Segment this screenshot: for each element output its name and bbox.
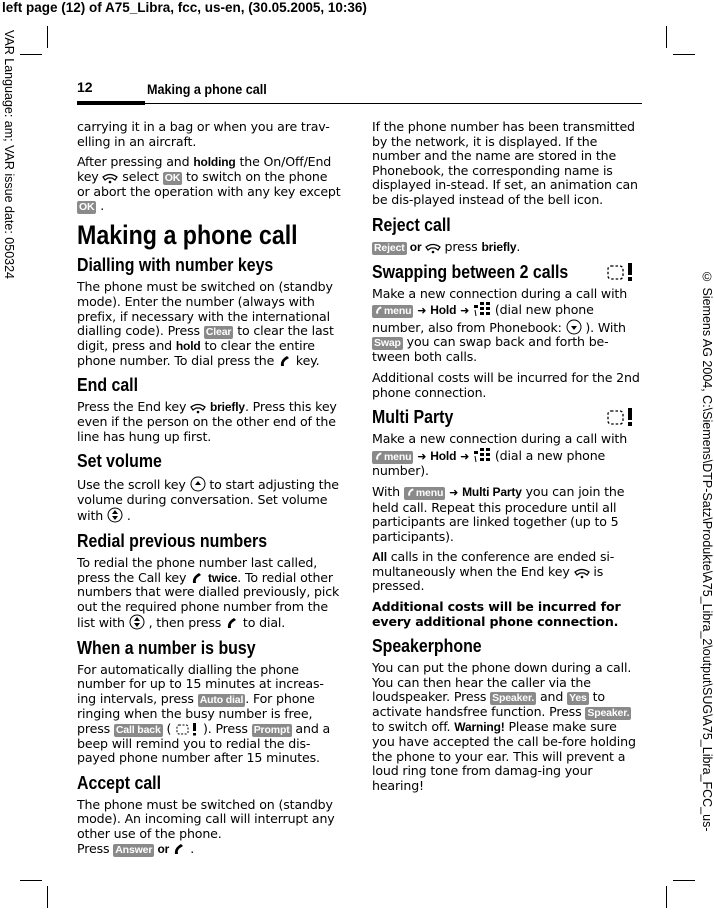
call-key-icon (225, 616, 239, 630)
crop-mark (20, 54, 42, 55)
side-note-left: VAR Language: am; VAR issue date: 050324 (2, 30, 16, 280)
softkey-menu: menu (372, 451, 413, 464)
end-key-icon (190, 402, 206, 414)
paragraph: Press the End key briefly. Press this key even if the person on the other end of the line has hung up first. (77, 399, 337, 444)
network-dependent-icon (606, 407, 636, 427)
subheading-redial: Redial previous numbers (77, 529, 268, 551)
softkey-clear: Clear (205, 326, 232, 339)
softkey-reject: Reject (374, 241, 405, 254)
softkey-speaker: Speaker. (492, 692, 535, 705)
subheading-end-call: End call (77, 374, 139, 396)
paragraph: Make a new connection during a call with menu ➜ Hold ➜ (dial new phone number, also from Phonebook: ). With Swap you can swap back and forth be-tween both calls. (372, 285, 628, 365)
header-rule (145, 103, 642, 104)
paragraph: The phone must be switched on (standby mode). Enter the number (always with prefix, if necessary with the international dialling code). Press Clear to clear the last digit, press and hold to clear the entire phone number. To dial press the key. (77, 279, 334, 368)
softkey-swap: Swap (374, 337, 401, 350)
call-key-icon (278, 354, 292, 368)
softkey-prompt: Prompt (253, 723, 290, 736)
softkey-yes: Yes (569, 692, 587, 705)
scroll-updown-icon (129, 614, 145, 630)
paragraph: After pressing and holding the On/Off/End key select OK to switch on the phone or abort the operation with any key except OK . (77, 154, 341, 214)
keypad-icon (473, 447, 491, 463)
scroll-up-icon (190, 476, 206, 492)
network-dependent-icon (175, 722, 199, 736)
keypad-icon (473, 301, 491, 317)
end-key-icon (102, 172, 118, 184)
softkey-call-back: Call back (115, 723, 161, 736)
softkey-ok: OK (164, 171, 181, 184)
header-rule-thick (77, 101, 145, 105)
crop-mark (666, 886, 667, 908)
crop-mark (673, 880, 695, 881)
side-note-right: © Siemens AG 2004, C:\Siemens\DTP-Satz\Produkte\A75_Libra_2\output\SUG\A75_Libra_FCC_us- (700, 270, 714, 832)
paragraph: With menu ➜ Multi Party you can join the held call. Repeat this procedure until all participants are linked together (up to 5 participants). (372, 483, 625, 544)
paragraph: carrying it in a bag or when you are trav-elling in an aircraft. (77, 119, 330, 149)
page-title: Making a phone call (147, 81, 267, 97)
crop-mark (47, 886, 48, 908)
end-key-icon (425, 242, 441, 254)
subheading-dialling: Dialling with number keys (77, 254, 274, 276)
subheading-accept: Accept call (77, 771, 162, 793)
crop-mark (673, 54, 695, 55)
paragraph: To redial the phone number last called, press the Call key twice. To redial other numbers that were dialled previously, pick out the required phone number from the list with , then press to dial. (77, 554, 340, 631)
paragraph: You can put the phone down during a call. You can then hear the caller via the loudspeaker. Press Speaker. and Yes to activate handsfree function. Press Speaker. to switch off. Warning! Please make sure you have accepted the call be-fore holding the phone to your ear. This will prevent a loud ring tone from damag-ing your hearing! (372, 660, 636, 793)
softkey-speaker: Speaker. (587, 707, 630, 720)
subheading-speakerphone: Speakerphone (372, 635, 482, 657)
crop-mark (47, 26, 48, 48)
softkey-menu: menu (372, 305, 413, 318)
call-key-icon (172, 842, 186, 856)
paragraph: All calls in the conference are ended si-multaneously when the End key is pressed. (372, 549, 615, 594)
print-header: left page (12) of A75_Libra, fcc, us-en, (30.05.2005, 10:36) (2, 0, 367, 15)
section-heading: Making a phone call (77, 220, 298, 251)
scroll-down-icon (566, 319, 582, 335)
paragraph: For automatically dialling the phone number for up to 15 minutes at increas-ing intervals, press Auto dial . For phone ringing when the busy number is free, press Call back ( ). Press Prompt and a beep will remind you to redial the dis-payed phone number after 15 minutes. (77, 661, 331, 766)
paragraph: Reject or press briefly. (374, 238, 521, 254)
subheading-set-volume: Set volume (77, 450, 162, 472)
crop-mark (20, 880, 42, 881)
softkey-answer: Answer (115, 843, 153, 856)
softkey-ok: OK (79, 201, 95, 214)
right-column (372, 120, 640, 799)
paragraph: Use the scroll key to start adjusting the volume during conversation. Set volume with . (77, 477, 339, 524)
subheading-swap: Swapping between 2 calls (372, 260, 569, 282)
end-key-icon (574, 567, 590, 579)
paragraph: The phone must be switched on (standby mode). An incoming call will interrupt any other use of the phone. Press Answer or . (77, 796, 335, 856)
paragraph: If the phone number has been transmitted by the network, it is displayed. If the number and the name are stored in the Phonebook, the corresponding name is displayed in-stead. If set, an animation can be dis-played instead of the bell icon. (372, 119, 638, 207)
subheading-busy: When a number is busy (77, 636, 256, 658)
left-column (77, 120, 341, 863)
softkey-menu: menu (404, 487, 445, 500)
subheading-reject: Reject call (372, 213, 451, 235)
paragraph: Make a new connection during a call with menu ➜ Hold ➜ (dial a new phone number). (372, 431, 628, 479)
paragraph: Additional costs will be incurred for the 2nd phone connection. (372, 369, 640, 400)
call-key-icon (190, 571, 204, 585)
crop-mark (666, 26, 667, 48)
page-number: 12 (77, 79, 93, 95)
scroll-updown-icon (107, 507, 123, 523)
network-dependent-icon (606, 262, 636, 282)
paragraph: Additional costs will be incurred for every additional phone connection. (372, 599, 621, 629)
multi-heading-row (372, 406, 640, 428)
subheading-multi-party: Multi Party (372, 406, 454, 428)
swap-heading-row (372, 261, 640, 283)
softkey-auto-dial: Auto dial (199, 694, 244, 707)
